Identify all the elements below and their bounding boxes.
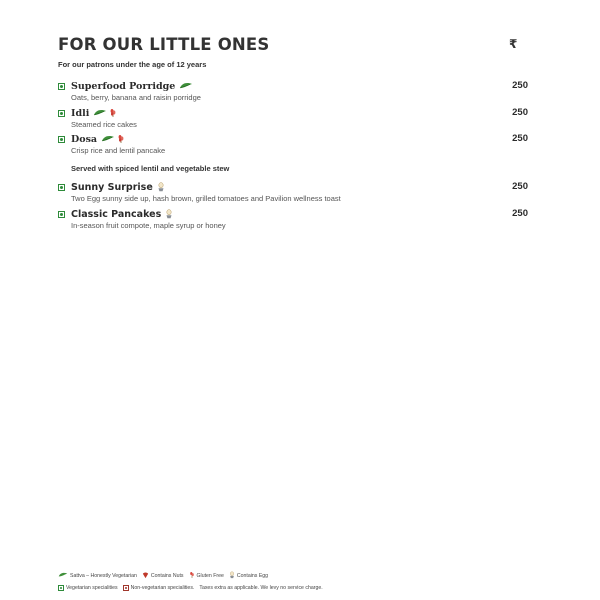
- nut-icon: [142, 572, 149, 581]
- menu-item: [58, 208, 528, 230]
- leaf-icon: [179, 82, 193, 90]
- veg-mark-icon: [58, 585, 64, 591]
- served-with-note: Served with spiced lentil and vegetable stew: [71, 164, 230, 173]
- item-description: Crisp rice and lentil pancake: [71, 146, 166, 155]
- item-price: 250: [512, 181, 528, 192]
- item-name: Classic Pancakes: [71, 208, 162, 220]
- item-description: In-season fruit compote, maple syrup or honey: [71, 221, 226, 230]
- veg-mark-icon: [58, 110, 65, 117]
- legend-taxes-label: Taxes extra as applicable. We levy no service charge.: [199, 585, 323, 591]
- item-name: Dosa: [71, 133, 98, 145]
- legend-row-specialities: [58, 585, 323, 591]
- item-name: Superfood Porridge: [71, 80, 176, 92]
- veg-mark-icon: [58, 184, 65, 191]
- page-subtitle: For our patrons under the age of 12 years: [58, 60, 207, 69]
- legend-nonveg-label: Non-vegetarian specialities.: [130, 585, 195, 591]
- leaf-icon: [93, 109, 107, 117]
- legend-nuts: [142, 572, 184, 581]
- legend-nuts-label: Contains Nuts: [150, 573, 184, 579]
- item-price: 250: [512, 107, 528, 118]
- page-title: FOR OUR LITTLE ONES: [58, 35, 270, 54]
- item-price: 250: [512, 208, 528, 219]
- veg-mark-icon: [58, 83, 65, 90]
- veg-mark-icon: [58, 211, 65, 218]
- gluten-free-icon: [117, 134, 125, 144]
- legend-sattva-label: Sattva – Honestly Vegetarian: [70, 573, 137, 579]
- item-price: 250: [512, 80, 528, 91]
- item-price: 250: [512, 133, 528, 144]
- gluten-free-icon: [109, 108, 117, 118]
- egg-icon: [165, 209, 173, 219]
- legend-veg: [58, 585, 118, 591]
- legend-row-dietary: [58, 571, 268, 581]
- menu-item: [58, 181, 528, 203]
- item-description: Oats, berry, banana and raisin porridge: [71, 93, 201, 102]
- leaf-icon: [58, 572, 68, 580]
- veg-mark-icon: [58, 136, 65, 143]
- legend-taxes: [199, 585, 322, 591]
- legend-veg-label: Vegetarian specialities: [66, 585, 118, 591]
- leaf-icon: [101, 135, 115, 143]
- egg-icon: [157, 182, 165, 192]
- menu-item: [58, 80, 528, 102]
- legend-nonveg: [123, 585, 195, 591]
- menu-item: [58, 107, 528, 129]
- nonveg-mark-icon: [123, 585, 129, 591]
- menu-item: [58, 133, 528, 155]
- item-description: Steamed rice cakes: [71, 120, 137, 129]
- egg-icon: [229, 571, 235, 581]
- legend-gluten-free: [189, 571, 224, 581]
- legend-egg: [229, 571, 268, 581]
- item-name: Idli: [71, 107, 90, 119]
- legend-sattva: [58, 572, 137, 580]
- legend-egg-label: Contains Egg: [236, 573, 269, 579]
- legend-gluten-free-label: Gluten Free: [196, 573, 224, 579]
- currency-symbol: ₹: [509, 37, 518, 51]
- item-name: Sunny Surprise: [71, 181, 153, 193]
- gluten-free-icon: [189, 571, 195, 581]
- item-description: Two Egg sunny side up, hash brown, grilled tomatoes and Pavilion wellness toast: [71, 194, 341, 203]
